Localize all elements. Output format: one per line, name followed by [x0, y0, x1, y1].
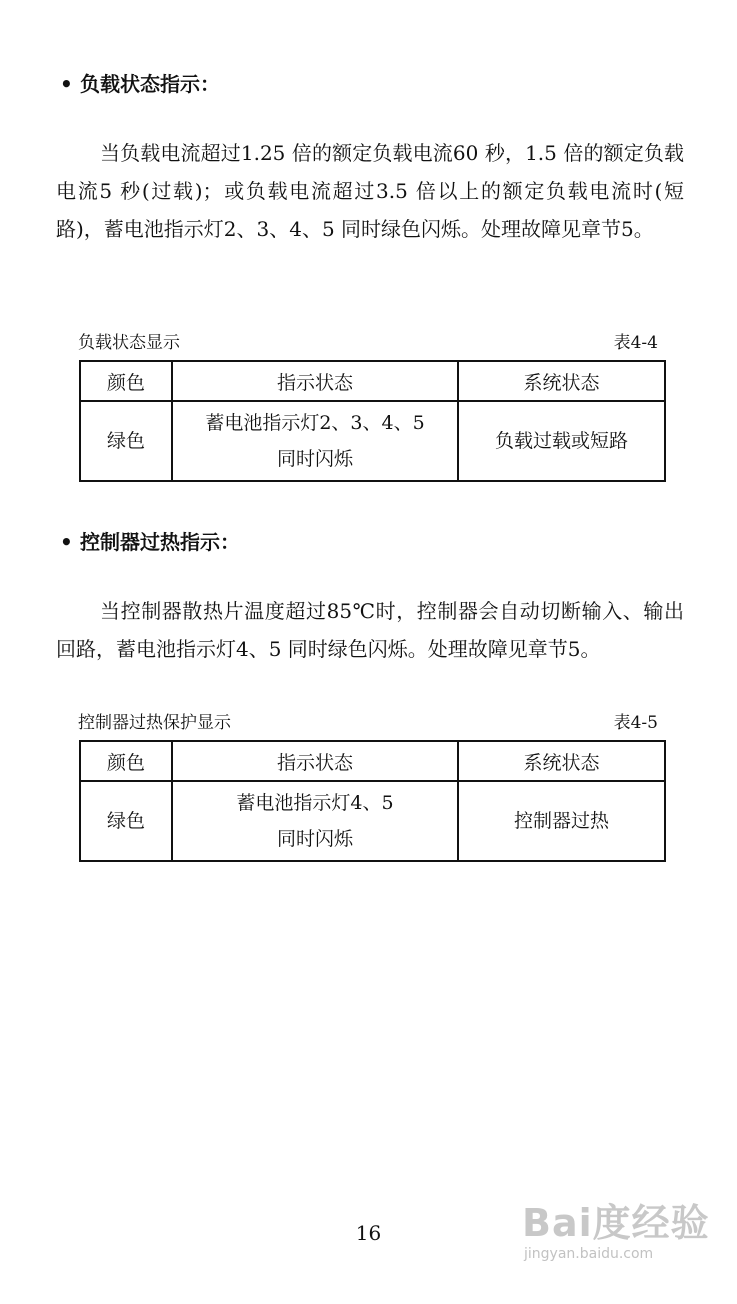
indicator-line-1: 蓄电池指示灯4、5 — [236, 792, 394, 814]
indicator-line-1: 蓄电池指示灯2、3、4、5 — [205, 412, 425, 434]
table-header-color: 颜色 — [80, 361, 172, 401]
indicator-line-2: 同时闪烁 — [276, 448, 353, 470]
section-heading-overheat — [60, 528, 240, 556]
section-heading-text: 控制器过热指示： — [80, 530, 240, 554]
table-header-system: 系统状态 — [458, 741, 665, 781]
watermark-logo: Bai度经验 — [522, 1201, 710, 1245]
table-cell-indicator — [172, 401, 458, 481]
table-header-color: 颜色 — [80, 741, 172, 781]
table-cell-system: 负载过载或短路 — [458, 401, 665, 481]
indicator-line-2: 同时闪烁 — [276, 828, 353, 850]
table-caption-number: 表4-5 — [613, 713, 658, 733]
overheat-table — [79, 740, 666, 862]
table-cell-system: 控制器过热 — [458, 781, 665, 861]
table-header-row — [80, 361, 665, 401]
table-cell-color: 绿色 — [80, 401, 172, 481]
load-status-table — [79, 360, 666, 482]
overheat-paragraph: 当控制器散热片温度超过85℃时，控制器会自动切断输入、输出回路，蓄电池指示灯4、5 同时绿色闪烁。处理故障见章节5。 — [56, 599, 684, 661]
bullet: • — [60, 72, 73, 96]
table-cell-indicator — [172, 781, 458, 861]
table-caption-number: 表4-4 — [613, 333, 658, 353]
table-header-indicator: 指示状态 — [172, 361, 458, 401]
table-caption-title: 负载状态显示 — [78, 333, 180, 353]
section-heading-load-status — [60, 70, 220, 98]
table-caption-overheat — [78, 711, 658, 735]
section-heading-text: 负载状态指示： — [80, 72, 220, 96]
bullet: • — [60, 530, 73, 554]
watermark-url: jingyan.baidu.com — [524, 1246, 654, 1262]
table-header-row — [80, 741, 665, 781]
table-header-system: 系统状态 — [458, 361, 665, 401]
table-row — [80, 401, 665, 481]
table-caption-title: 控制器过热保护显示 — [78, 713, 231, 733]
table-cell-color: 绿色 — [80, 781, 172, 861]
table-caption-load-status — [78, 331, 658, 355]
load-status-paragraph: 当负载电流超过1.25 倍的额定负载电流60 秒，1.5 倍的额定负载电流5 秒(过载)；或负载电流超过3.5 倍以上的额定负载电流时(短路)，蓄电池指示灯2、3、4、5 同时绿色闪烁。处理故障见章节5。 — [56, 141, 684, 241]
table-header-indicator: 指示状态 — [172, 741, 458, 781]
table-row — [80, 781, 665, 861]
baidu-jingyan-watermark — [522, 1192, 710, 1274]
page-number: 16 — [355, 1221, 382, 1245]
